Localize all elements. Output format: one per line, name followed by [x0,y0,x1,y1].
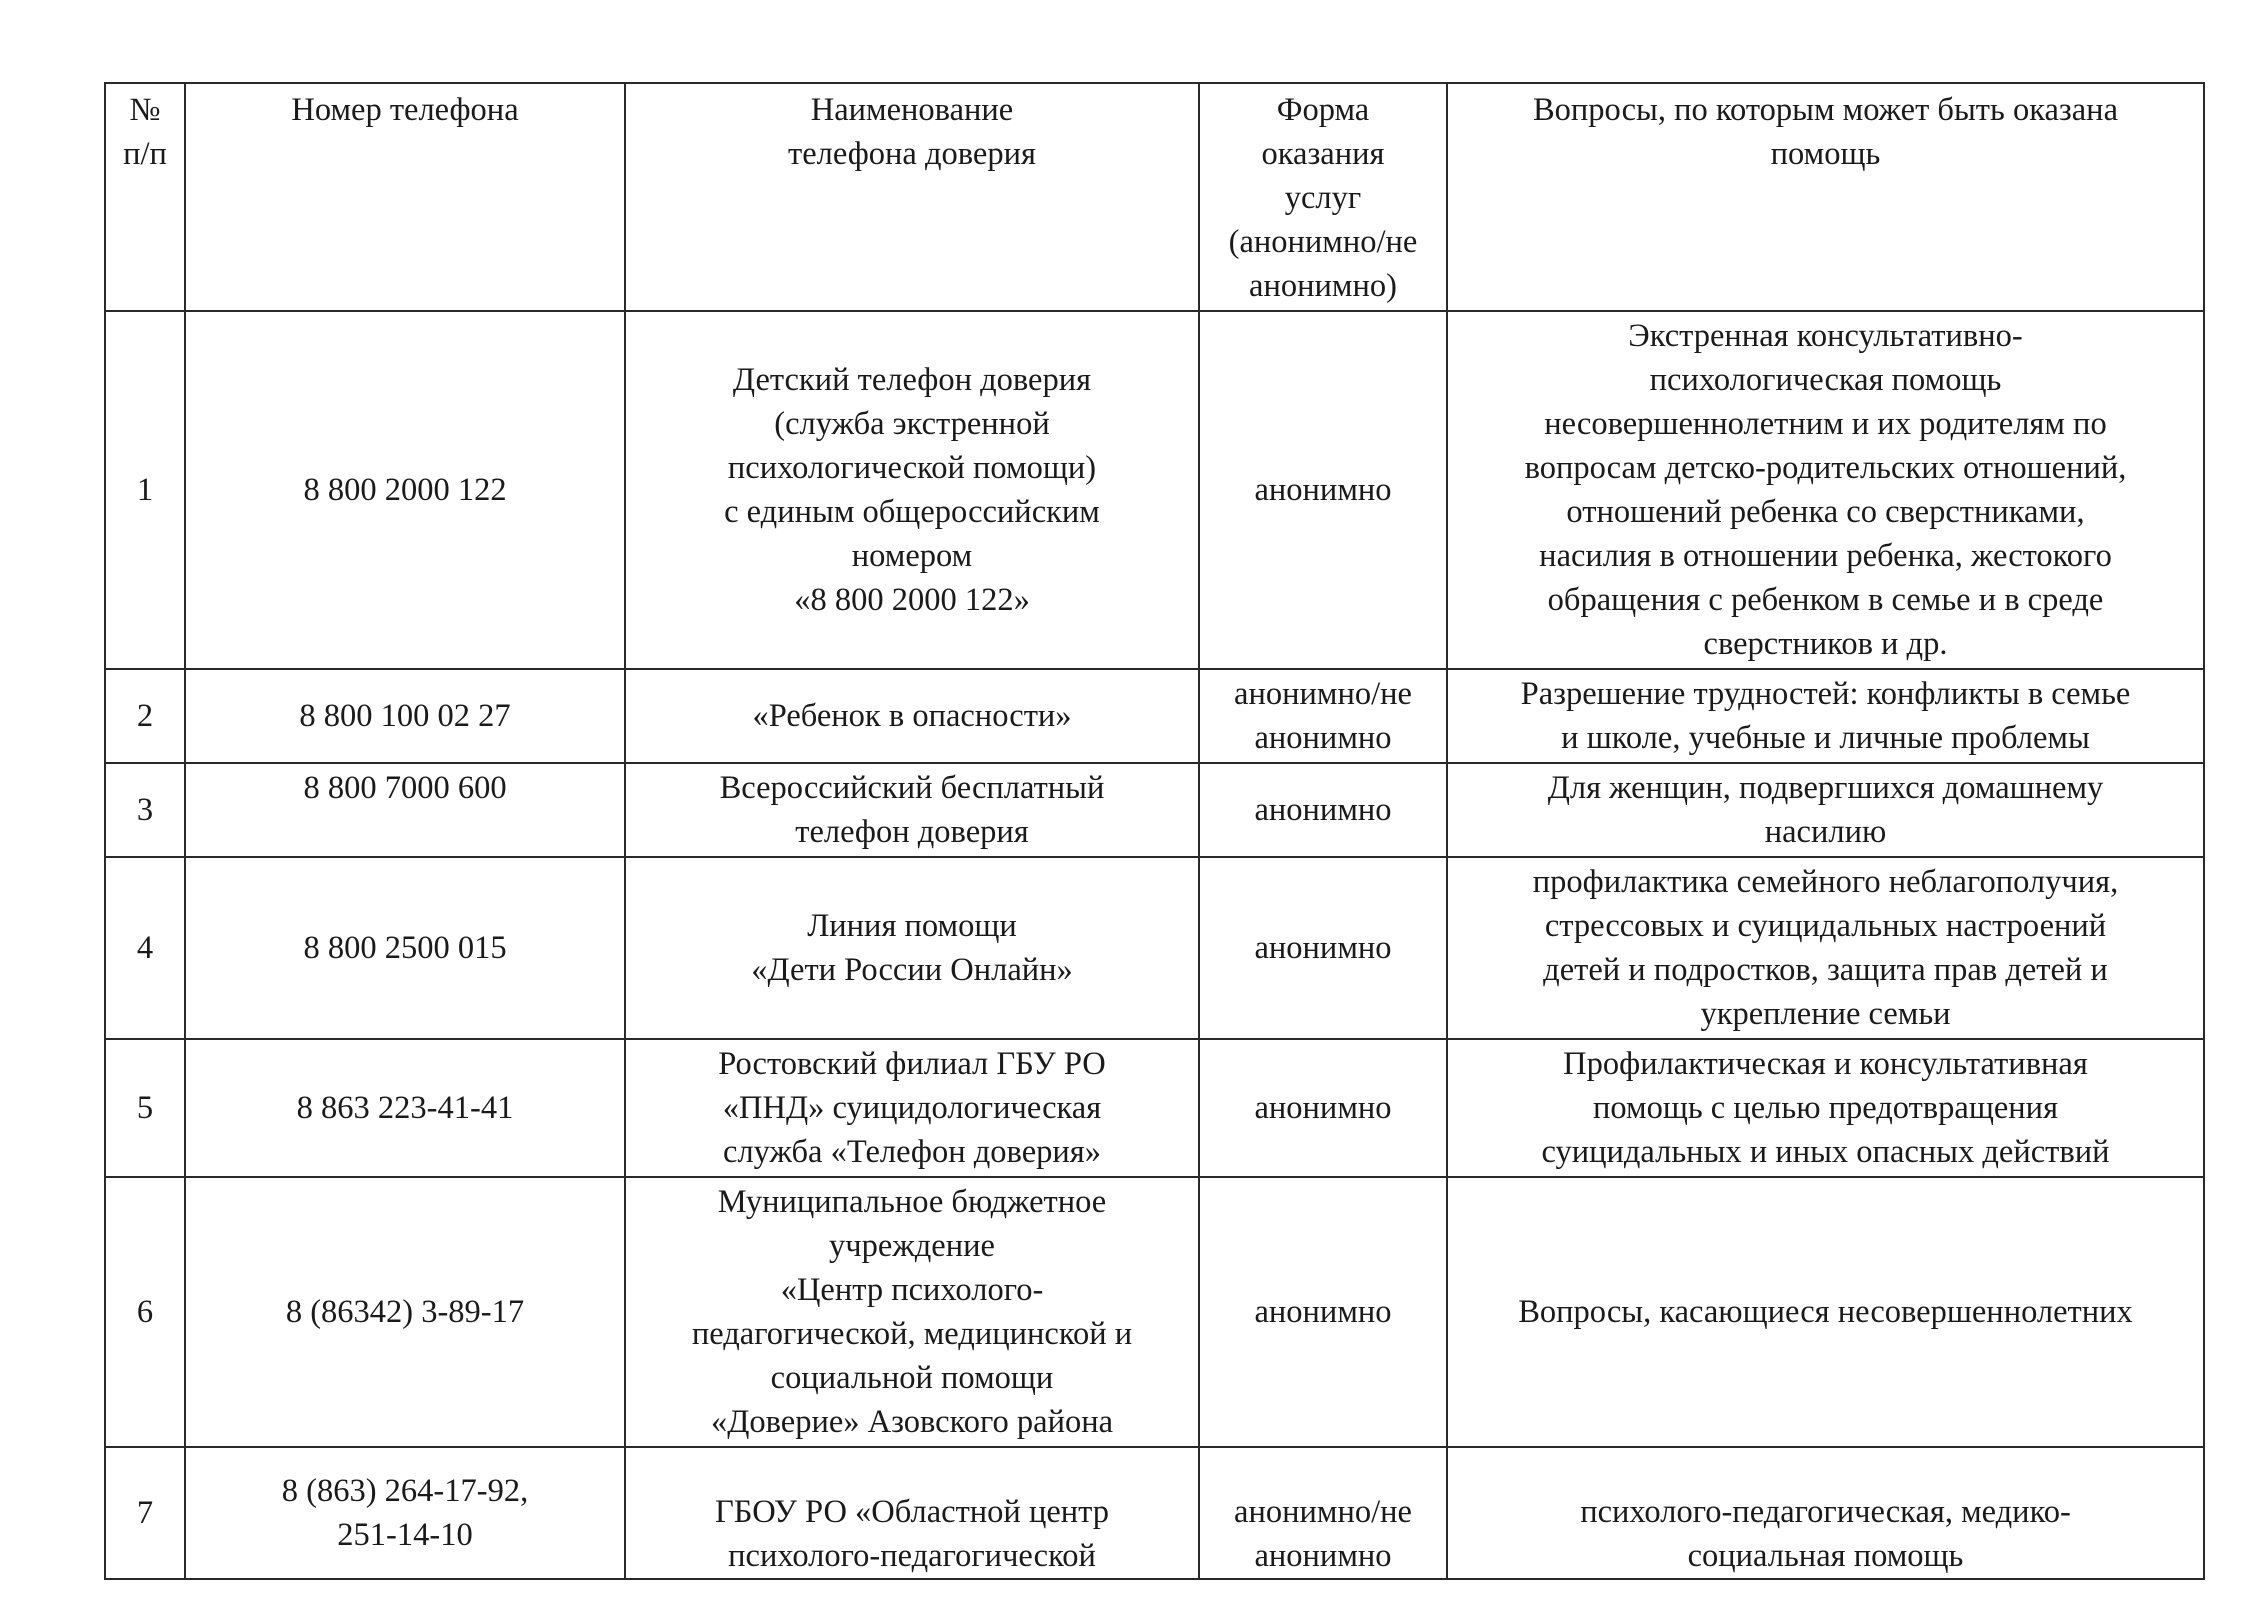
service-form: анонимно [1199,311,1447,669]
table-row [105,311,2204,669]
help-issues: Для женщин, подвергшихся домашнему насилию [1447,763,2204,857]
row-number: 1 [105,311,185,669]
header-number: № п/п [105,83,185,311]
table-row [105,669,2204,763]
help-issues: Разрешение трудностей: конфликты в семье и школе, учебные и личные проблемы [1447,669,2204,763]
phone-number: 8 863 223-41-41 [185,1039,625,1177]
row-number: 2 [105,669,185,763]
help-issues: Вопросы, касающиеся несовершеннолетних [1447,1177,2204,1447]
service-form: анонимно [1199,1039,1447,1177]
hotline-name: Всероссийский бесплатный телефон доверия [625,763,1199,857]
hotline-name: Муниципальное бюджетное учреждение «Центр психолого- педагогической, медицинской и социальной помощи «Доверие» Азовского района [625,1177,1199,1447]
help-issues: Профилактическая и консультативная помощь с целью предотвращения суицидальных и иных опасных действий [1447,1039,2204,1177]
service-form: анонимно/не анонимно [1199,669,1447,763]
service-form: анонимно [1199,1177,1447,1447]
row-number: 3 [105,763,185,857]
table-row [105,857,2204,1039]
hotline-name: «Ребенок в опасности» [625,669,1199,763]
help-issues: профилактика семейного неблагополучия, стрессовых и суицидальных настроений детей и подростков, защита прав детей и укрепление семьи [1447,857,2204,1039]
header-issues: Вопросы, по которым может быть оказана помощь [1447,83,2204,311]
phone-number: 8 800 7000 600 [185,763,625,857]
service-form: анонимно/не анонимно [1199,1447,1447,1579]
header-name: Наименование телефона доверия [625,83,1199,311]
phone-number: 8 (86342) 3-89-17 [185,1177,625,1447]
help-issues: Экстренная консультативно- психологическая помощь несовершеннолетним и их родителям по вопросам детско-родительских отношений, отношений ребенка со сверстниками, насилия в отношении ребенка, жестокого обращения с ребенком в семье и в среде сверстников и др. [1447,311,2204,669]
table-row [105,763,2204,857]
phone-number: 8 (863) 264-17-92, 251-14-10 [185,1447,625,1579]
header-service-form: Форма оказания услуг (анонимно/не анонимно) [1199,83,1447,311]
hotline-name: Линия помощи «Дети России Онлайн» [625,857,1199,1039]
table-row [105,1039,2204,1177]
row-number: 7 [105,1447,185,1579]
phone-number: 8 800 100 02 27 [185,669,625,763]
header-phone: Номер телефона [185,83,625,311]
service-form: анонимно [1199,857,1447,1039]
hotline-name: ГБОУ РО «Областной центр психолого-педагогической [625,1447,1199,1579]
row-number: 6 [105,1177,185,1447]
help-issues: психолого-педагогическая, медико- социальная помощь [1447,1447,2204,1579]
hotlines-table [104,82,2205,1580]
hotline-name: Детский телефон доверия (служба экстренной психологической помощи) с единым общероссийским номером «8 800 2000 122» [625,311,1199,669]
table-row [105,1177,2204,1447]
phone-number: 8 800 2500 015 [185,857,625,1039]
service-form: анонимно [1199,763,1447,857]
hotline-name: Ростовский филиал ГБУ РО «ПНД» суицидологическая служба «Телефон доверия» [625,1039,1199,1177]
table-header-row [105,83,2204,311]
row-number: 4 [105,857,185,1039]
row-number: 5 [105,1039,185,1177]
phone-number: 8 800 2000 122 [185,311,625,669]
table-row [105,1447,2204,1579]
